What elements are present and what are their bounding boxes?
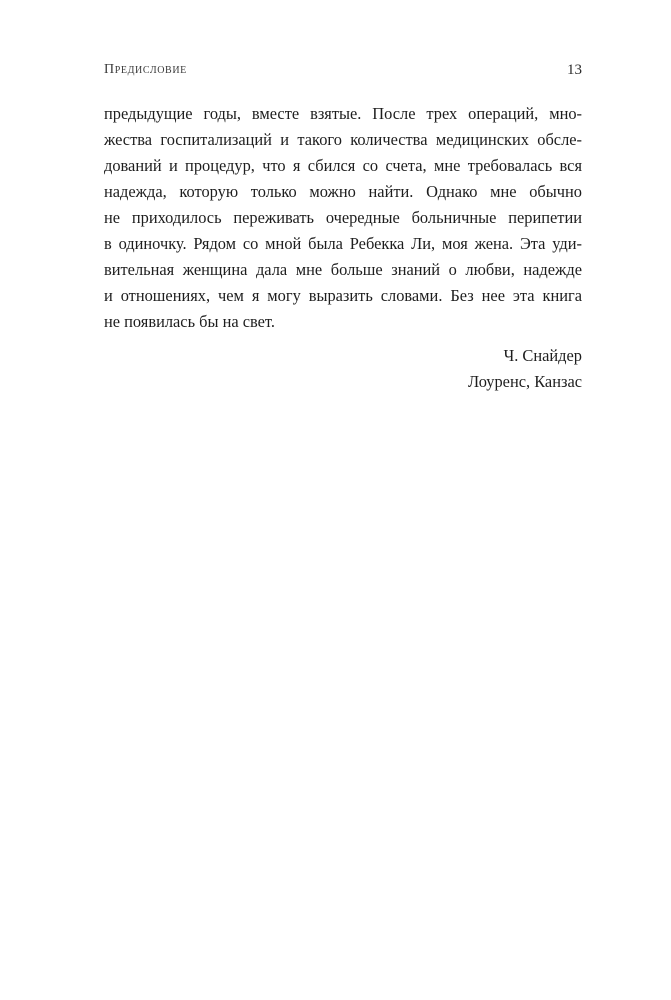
paragraph-line: и отношениях, чем я могу выразить словами. Без нее эта книга xyxy=(104,286,582,305)
body-paragraph xyxy=(104,101,582,335)
signature-author: Ч. Снайдер xyxy=(503,346,582,365)
page-number: 13 xyxy=(567,62,582,78)
paragraph-line: надежда, которую только можно найти. Однако мне обычно xyxy=(104,182,582,201)
signature-place: Лоуренс, Канзас xyxy=(468,372,582,391)
signature-block xyxy=(104,343,582,395)
paragraph-line: жества госпитализаций и такого количества медицинских обсле- xyxy=(104,130,582,149)
paragraph-line: не появилась бы на свет. xyxy=(104,312,275,331)
paragraph-line: предыдущие годы, вместе взятые. После трех операций, мно- xyxy=(104,104,582,123)
paragraph-line: дований и процедур, что я сбился со счета, мне требовалась вся xyxy=(104,156,582,175)
paragraph-line: вительная женщина дала мне больше знаний о любви, надежде xyxy=(104,260,582,279)
running-head xyxy=(104,60,582,82)
paragraph-line: не приходилось переживать очередные больничные перипетии xyxy=(104,208,582,227)
running-head-section-title: Предисловие xyxy=(104,62,187,77)
paragraph-line: в одиночку. Рядом со мной была Ребекка Ли, моя жена. Эта уди- xyxy=(104,234,582,253)
